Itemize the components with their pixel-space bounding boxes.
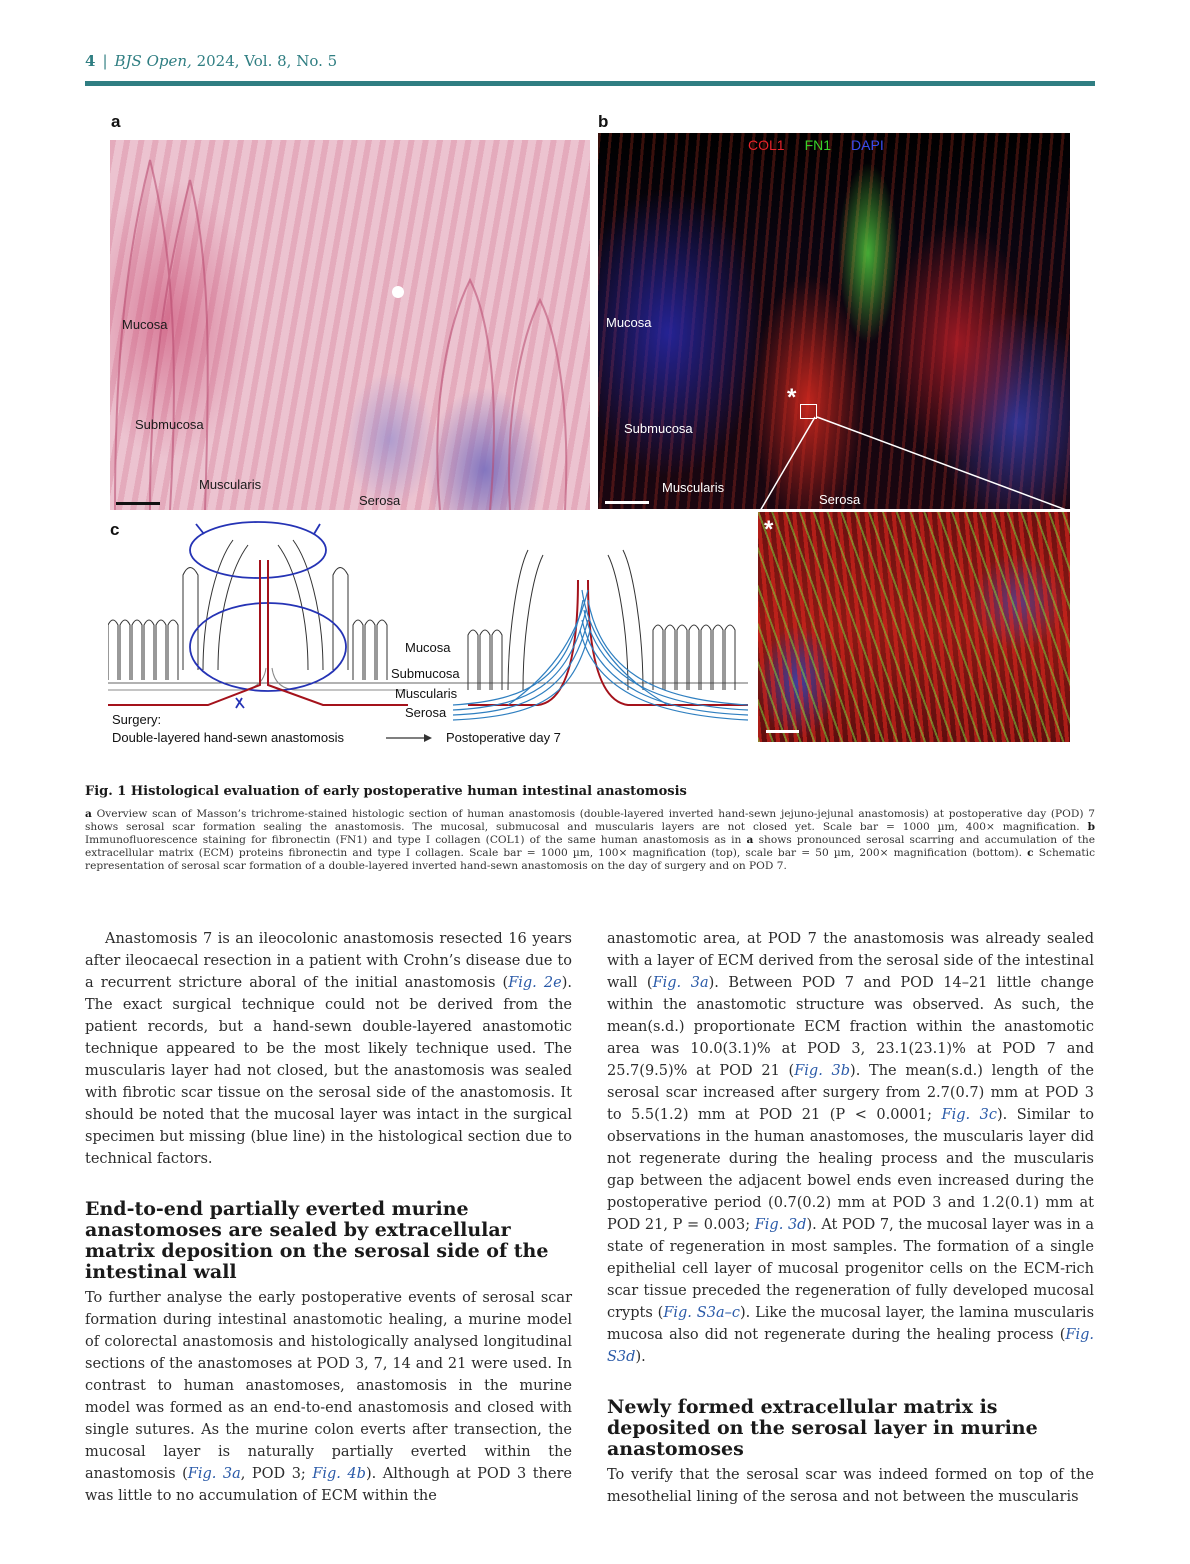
panel-a-letter: a <box>111 112 121 131</box>
panel-b-label-muscularis: Muscularis <box>662 480 725 495</box>
caption-a-text: Overview scan of Masson’s trichrome-stained histologic section of human anastomosis (double-layered inverted hand-sewn jejuno-jejunal anastomosis) at postoperative day (POD) 7 shows serosal scar formation sealing the anastomosis. The mucosal, submucosal and muscularis layers are not closed yet. Scale bar = 1000 µm, 400× magnification. <box>85 808 1095 833</box>
panel-c-label-submucosa: Submucosa <box>391 666 460 681</box>
caption-c-text: Schematic representation of serosal scar formation of a double-layered inverted hand-sewn anastomosis on the day of surgery and on POD 7. <box>85 847 1096 872</box>
stain-legend <box>748 137 904 153</box>
header-rule <box>85 81 1095 86</box>
panel-b-label-submucosa: Submucosa <box>624 421 693 436</box>
section-heading-ecm: Newly formed extracellular matrix is deposited on the serosal layer in murine anastomoses <box>607 1396 1038 1460</box>
panel-b-asterisk: * <box>787 384 797 411</box>
panel-a-label-mucosa: Mucosa <box>122 317 168 332</box>
panel-b-label-mucosa: Mucosa <box>606 315 652 330</box>
caption-b-text: Immunofluorescence staining for fibronectin (FN1) and type I collagen (COL1) of the same human anastomosis as in <box>85 834 747 846</box>
right-paragraph-1: anastomotic area, at POD 7 the anastomosis was already sealed with a layer of ECM derived from the serosal side of the intestinal wall (Fig. 3a). Between POD 7 and POD 14–21 little change within the anastomotic structure was observed. As such, the mean(s.d.) proportionate ECM fraction within the anastomotic area was 10.0(3.1)% at POD 3, 23.1(23.1)% at POD 7 and 25.7(9.5)% at POD 21 (Fig. 3b). The mean(s.d.) length of the serosal scar increased after surgery from 2.7(0.7) mm at POD 3 to 5.5(1.2) mm at POD 21 (P < 0.0001; Fig. 3c). Similar to observations in the human anastomoses, the muscularis layer did not regenerate during the healing process and the muscularis gap between the adjacent bowel ends even increased during the postoperative period (0.7(0.2) mm at POD 3 and 1.2(0.1) mm at POD 21, P = 0.003; Fig. 3d). At POD 7, the mucosal layer was in a state of regeneration in most samples. The formation of a single epithelial cell layer of mucosal progenitor cells on the ECM-rich scar tissue preceded the regeneration of fully developed mucosal crypts (Fig. S3a–c). Like the mucosal layer, the lamina muscularis mucosa also did not regenerate during the healing process (Fig. S3d). <box>607 931 1095 1365</box>
right-column <box>607 928 1094 1508</box>
ref-fig-3d[interactable]: Fig. 3d <box>754 1217 807 1233</box>
panel-b-label-serosa: Serosa <box>819 492 861 507</box>
surgery-technique-label: Double-layered hand-sewn anastomosis <box>112 730 344 745</box>
ref-fig-s3d[interactable]: Fig. S3d <box>607 1327 1094 1365</box>
figure-caption <box>85 808 1095 873</box>
zoom-connector-lines <box>755 403 1075 515</box>
panel-b-letter: b <box>598 112 609 131</box>
panel-a-trichrome-image <box>110 140 590 510</box>
ref-fig-3a-right[interactable]: Fig. 3a <box>652 975 709 991</box>
journal-volume: 2024, Vol. 8, No. 5 <box>196 52 338 70</box>
caption-c-letter: c <box>1027 847 1034 859</box>
postop-day-label: Postoperative day 7 <box>446 730 561 745</box>
panel-a-label-serosa: Serosa <box>359 493 401 508</box>
panel-a-label-muscularis: Muscularis <box>199 477 262 492</box>
left-paragraph-2: To further analyse the early postoperative events of serosal scar formation during intestinal anastomotic healing, a murine model of colorectal anastomosis and histologically analysed longitudinal sections of the anastomoses at POD 3, 7, 14 and 21 were used. In contrast to human anastomoses, anastomosis in the murine model was formed as an end-to-end anastomosis and closed with single sutures. As the murine colon everts after transection, the mucosal layer is naturally partially everted within the anastomosis (Fig. 3a, POD 3; Fig. 4b). Although at POD 3 there was little to no accumulation of ECM within the <box>85 1290 572 1504</box>
ref-fig-s3a-c[interactable]: Fig. S3a–c <box>663 1305 740 1321</box>
ref-fig-3a[interactable]: Fig. 3a <box>187 1466 241 1482</box>
panel-c-schematic <box>108 520 748 750</box>
panel-a-scale-bar <box>116 502 160 505</box>
ref-fig-4b[interactable]: Fig. 4b <box>312 1466 366 1482</box>
ref-fig-3b[interactable]: Fig. 3b <box>794 1063 851 1079</box>
ref-fig-2e[interactable]: Fig. 2e <box>508 975 562 991</box>
panel-c-letter: c <box>110 520 120 539</box>
journal-name: BJS Open, <box>114 52 192 70</box>
ref-fig-3c[interactable]: Fig. 3c <box>941 1107 997 1123</box>
panel-c-label-muscularis: Muscularis <box>395 686 458 701</box>
running-header <box>85 52 337 74</box>
panel-b-scale-bar <box>605 501 649 504</box>
zoom-asterisk: * <box>764 516 774 543</box>
surgery-label: Surgery: <box>112 712 162 727</box>
stain-col1: COL1 <box>748 137 785 153</box>
header-separator: | <box>102 52 108 70</box>
caption-b-text-2: shows pronounced serosal scarring and accumulation of the extracellular matrix (ECM) proteins fibronectin and type I collagen. Scale bar = 1000 µm, 100× magnification (top), scale bar = 50 µm, 200× magnification (bottom). <box>85 834 1095 859</box>
page-number: 4 <box>85 52 96 70</box>
panel-b-zoom-image <box>758 512 1070 742</box>
left-paragraph-1: Anastomosis 7 is an ileocolonic anastomosis resected 16 years after ileocaecal resection in a patient with Crohn’s disease due to a recurrent stricture aboral of the initial anastomosis (Fig. 2e). The exact surgical technique could not be derived from the patient records, but a hand-sewn double-layered anastomotic technique appeared to be the most likely technique used. The muscularis layer had not closed, but the anastomosis was sealed with fibrotic scar tissue on the serosal side of the anastomosis. It should be noted that the mucosal layer was intact in the surgical specimen but missing (blue line) in the histological section due to technical factors. <box>85 931 572 1167</box>
figure-title: Fig. 1 Histological evaluation of early postoperative human intestinal anastomosis <box>85 784 687 799</box>
panel-c-label-mucosa: Mucosa <box>405 640 451 655</box>
panel-a-label-submucosa: Submucosa <box>135 417 204 432</box>
caption-a-letter: a <box>85 808 92 820</box>
left-column <box>85 928 572 1507</box>
caption-b-letter: b <box>1087 821 1095 833</box>
stain-fn1: FN1 <box>804 137 832 153</box>
caption-b-ref: a <box>746 834 754 846</box>
section-heading-murine: End-to-end partially everted murine anastomoses are sealed by extracellular matrix deposition on the serosal side of the intestinal wall <box>85 1198 549 1283</box>
right-paragraph-2: To verify that the serosal scar was indeed formed on top of the mesothelial lining of the serosa and not between the muscularis <box>607 1467 1094 1505</box>
zoom-scale-bar <box>766 730 799 733</box>
lumen-spot <box>392 286 404 298</box>
stain-dapi: DAPI <box>851 137 884 153</box>
panel-c-label-serosa: Serosa <box>405 705 447 720</box>
panel-a-crypts <box>110 140 590 510</box>
